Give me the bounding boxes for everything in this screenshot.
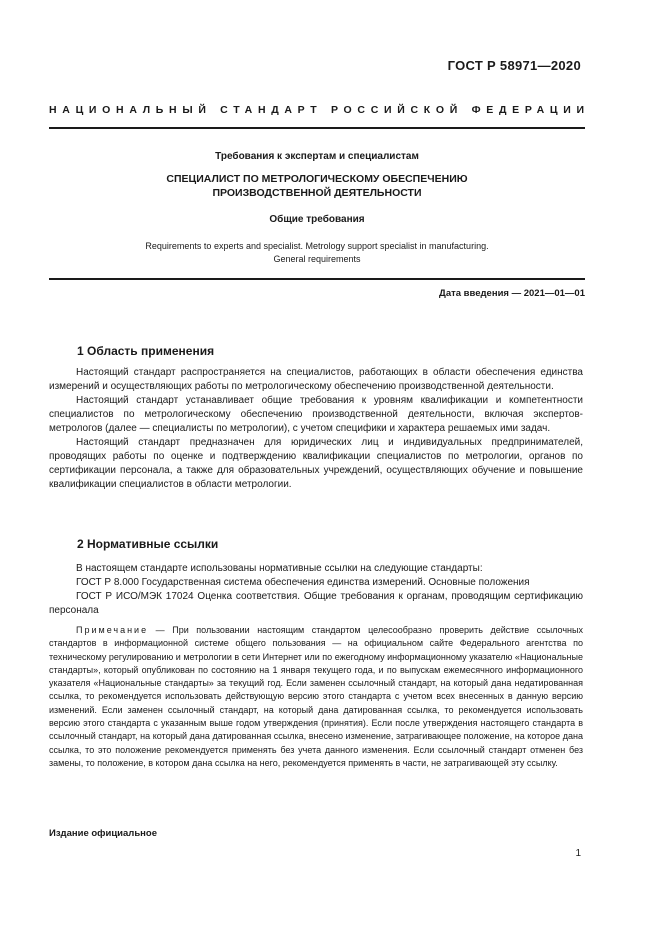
national-standard-heading: НАЦИОНАЛЬНЫЙ СТАНДАРТ РОССИЙСКОЙ ФЕДЕРАЦИИ xyxy=(49,104,590,116)
page-number: 1 xyxy=(575,848,581,859)
section-1-paragraph: Настоящий стандарт распространяется на специалистов, работающих в области обеспечения единства измерений и осуществляющих работы по метрологическому обеспечению производственной деятельности. xyxy=(49,367,583,392)
note-label: Примечание xyxy=(76,625,149,635)
section-2-body xyxy=(49,562,583,618)
main-title xyxy=(49,172,585,200)
subtitle: Общие требования xyxy=(269,214,365,225)
normative-reference: ГОСТ Р ИСО/МЭК 17024 Оценка соответствия. Общие требования к органам, проводящим сертификацию персонала xyxy=(49,591,583,616)
section-2-paragraph: В настоящем стандарте использованы нормативные ссылки на следующие стандарты: xyxy=(76,563,483,574)
section-1-body xyxy=(49,366,583,492)
english-title xyxy=(49,240,585,266)
section-1-paragraph: Настоящий стандарт предназначен для юридических лиц и индивидуальных предпринимателей, проводящих работы по оценке и подтверждению квалификации специалистов по метрологии, органов по сертификации персонала, а также для образовательных учреждений, осуществляющих обучение и повышение квалификации специалистов в области метрологии. xyxy=(49,437,583,490)
normative-reference: ГОСТ Р 8.000 Государственная система обеспечения единства измерений. Основные положения xyxy=(76,577,530,588)
note-text: — При пользовании настоящим стандартом целесообразно проверить действие ссылочных стандартов в информационной системе общего пользования — на официальном сайте Федерального агентства по техническому регулированию и метрологии в сети Интернет или по ежегодному информационному указателю «Национальные стандарты», который опубликован по состоянию на 1 января текущего года, и по выпускам ежемесячного информационного указателя «Национальные стандарты» за текущий год. Если заменен ссылочный стандарт, на который дана недатированная ссылка, то рекомендуется использовать действующую версию этого стандарта с учетом всех внесенных в данную версию изменений. Если заменен ссылочный стандарт, на который дана датированная ссылка, то рекомендуется использовать версию этого стандарта с указанным выше годом утверждения (принятия). Если после утверждения настоящего стандарта в ссылочный стандарт, на который дана датированная ссылка, внесено изменение, затрагивающее положение, на которое дана ссылка, то это положение рекомендуется применять без учета данного изменения. Если ссылочный стандарт отменен без замены, то положение, в котором дана ссылка на него, рекомендуется применять в части, не затрагивающей эту ссылку. xyxy=(49,625,583,768)
official-edition: Издание официальное xyxy=(49,828,157,839)
english-title-line2: General requirements xyxy=(273,254,361,264)
section-1-heading: 1 Область применения xyxy=(77,344,215,358)
section-2-heading: 2 Нормативные ссылки xyxy=(77,537,219,551)
main-title-line2: ПРОИЗВОДСТВЕННОЙ ДЕЯТЕЛЬНОСТИ xyxy=(212,187,422,199)
section-1-paragraph: Настоящий стандарт устанавливает общие требования к уровням квалификации и компетентности специалистов по метрологическому обеспечению производственной деятельности, включая экспертов-метрологов (далее — специалисты по метрологии), с учетом специфики и характера решаемых ими задач. xyxy=(49,395,583,434)
main-title-line1: СПЕЦИАЛИСТ ПО МЕТРОЛОГИЧЕСКОМУ ОБЕСПЕЧЕНИЮ xyxy=(166,173,468,185)
english-title-line1: Requirements to experts and specialist. Metrology support specialist in manufacturing. xyxy=(145,241,489,251)
top-divider xyxy=(49,127,585,129)
introduction-date: Дата введения — 2021—01—01 xyxy=(439,288,585,299)
requirements-title: Требования к экспертам и специалистам xyxy=(215,151,419,162)
title-divider xyxy=(49,278,585,280)
note xyxy=(49,624,583,770)
gost-number: ГОСТ Р 58971—2020 xyxy=(447,58,581,73)
